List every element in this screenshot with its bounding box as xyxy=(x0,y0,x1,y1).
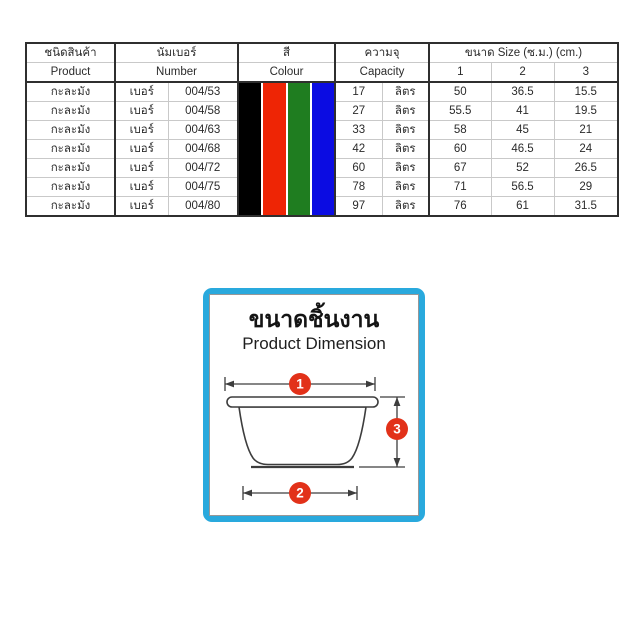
cell-number-prefix: เบอร์ xyxy=(115,196,168,216)
colour-swatches-cell xyxy=(238,82,335,216)
cell-product: กะละมัง xyxy=(26,158,115,177)
cell-capacity: 42 xyxy=(335,139,382,158)
spec-table xyxy=(25,42,619,217)
cell-number: 004/63 xyxy=(168,120,238,139)
swatch-blue xyxy=(312,83,334,215)
cell-capacity: 97 xyxy=(335,196,382,216)
header-capacity-th: ความจุ xyxy=(335,43,429,63)
cell-size-2: 52 xyxy=(491,158,554,177)
cell-capacity-unit: ลิตร xyxy=(382,101,429,120)
cell-capacity-unit: ลิตร xyxy=(382,196,429,216)
header-row-english xyxy=(26,63,618,82)
cell-capacity-unit: ลิตร xyxy=(382,120,429,139)
cell-size-3: 24 xyxy=(554,139,618,158)
dimension-marker-3 xyxy=(386,418,408,440)
header-row-thai xyxy=(26,43,618,63)
cell-size-3: 19.5 xyxy=(554,101,618,120)
cell-capacity-unit: ลิตร xyxy=(382,158,429,177)
cell-capacity: 33 xyxy=(335,120,382,139)
cell-capacity-unit: ลิตร xyxy=(382,177,429,196)
cell-size-2: 45 xyxy=(491,120,554,139)
cell-capacity: 60 xyxy=(335,158,382,177)
cell-number: 004/75 xyxy=(168,177,238,196)
dimension-label-3: 3 xyxy=(393,421,401,437)
cell-size-1: 60 xyxy=(429,139,491,158)
cell-size-1: 50 xyxy=(429,82,491,102)
table-row xyxy=(26,82,618,102)
cell-size-3: 15.5 xyxy=(554,82,618,102)
cell-size-2: 36.5 xyxy=(491,82,554,102)
card-title-thai: ขนาดชิ้นงาน xyxy=(248,306,380,332)
basin-rim xyxy=(227,397,378,407)
header-number-en: Number xyxy=(115,63,238,82)
dimension-marker-2 xyxy=(289,482,311,504)
dimension-label-2: 2 xyxy=(296,485,304,501)
cell-capacity: 78 xyxy=(335,177,382,196)
cell-number-prefix: เบอร์ xyxy=(115,120,168,139)
cell-size-3: 26.5 xyxy=(554,158,618,177)
cell-product: กะละมัง xyxy=(26,120,115,139)
cell-number-prefix: เบอร์ xyxy=(115,177,168,196)
cell-number-prefix: เบอร์ xyxy=(115,158,168,177)
swatch-black xyxy=(239,83,261,215)
cell-size-2: 41 xyxy=(491,101,554,120)
swatch-red xyxy=(263,83,285,215)
header-size-col-3: 3 xyxy=(554,63,618,82)
header-product-th: ชนิดสินค้า xyxy=(26,43,115,63)
cell-size-2: 56.5 xyxy=(491,177,554,196)
cell-size-1: 67 xyxy=(429,158,491,177)
dimension-marker-1 xyxy=(289,373,311,395)
cell-capacity-unit: ลิตร xyxy=(382,139,429,158)
cell-capacity: 17 xyxy=(335,82,382,102)
cell-number-prefix: เบอร์ xyxy=(115,101,168,120)
cell-number-prefix: เบอร์ xyxy=(115,82,168,102)
cell-product: กะละมัง xyxy=(26,101,115,120)
cell-size-2: 61 xyxy=(491,196,554,216)
header-colour-en: Colour xyxy=(238,63,335,82)
cell-size-2: 46.5 xyxy=(491,139,554,158)
header-size-col-1: 1 xyxy=(429,63,491,82)
cell-number: 004/58 xyxy=(168,101,238,120)
cell-size-1: 55.5 xyxy=(429,101,491,120)
cell-product: กะละมัง xyxy=(26,139,115,158)
cell-product: กะละมัง xyxy=(26,196,115,216)
cell-capacity-unit: ลิตร xyxy=(382,82,429,102)
swatch-green xyxy=(288,83,310,215)
cell-number: 004/80 xyxy=(168,196,238,216)
cell-product: กะละมัง xyxy=(26,82,115,102)
cell-number: 004/72 xyxy=(168,158,238,177)
header-capacity-en: Capacity xyxy=(335,63,429,82)
cell-size-3: 31.5 xyxy=(554,196,618,216)
header-size-th: ขนาด Size (ซ.ม.) (cm.) xyxy=(429,43,618,63)
cell-size-3: 29 xyxy=(554,177,618,196)
cell-capacity: 27 xyxy=(335,101,382,120)
cell-size-1: 58 xyxy=(429,120,491,139)
cell-number: 004/68 xyxy=(168,139,238,158)
header-colour-th: สี xyxy=(238,43,335,63)
cell-product: กะละมัง xyxy=(26,177,115,196)
basin-dimension-drawing xyxy=(209,366,419,512)
header-number-th: นัมเบอร์ xyxy=(115,43,238,63)
colour-stripes xyxy=(239,83,334,215)
cell-number: 004/53 xyxy=(168,82,238,102)
basin-shape xyxy=(227,397,378,467)
card-title-english: Product Dimension xyxy=(242,334,386,353)
cell-size-1: 71 xyxy=(429,177,491,196)
dimension-label-1: 1 xyxy=(296,376,304,392)
header-size-col-2: 2 xyxy=(491,63,554,82)
cell-size-1: 76 xyxy=(429,196,491,216)
cell-size-3: 21 xyxy=(554,120,618,139)
cell-number-prefix: เบอร์ xyxy=(115,139,168,158)
product-dimension-card xyxy=(203,288,425,522)
header-product-en: Product xyxy=(26,63,115,82)
card-inner-frame xyxy=(209,294,419,516)
